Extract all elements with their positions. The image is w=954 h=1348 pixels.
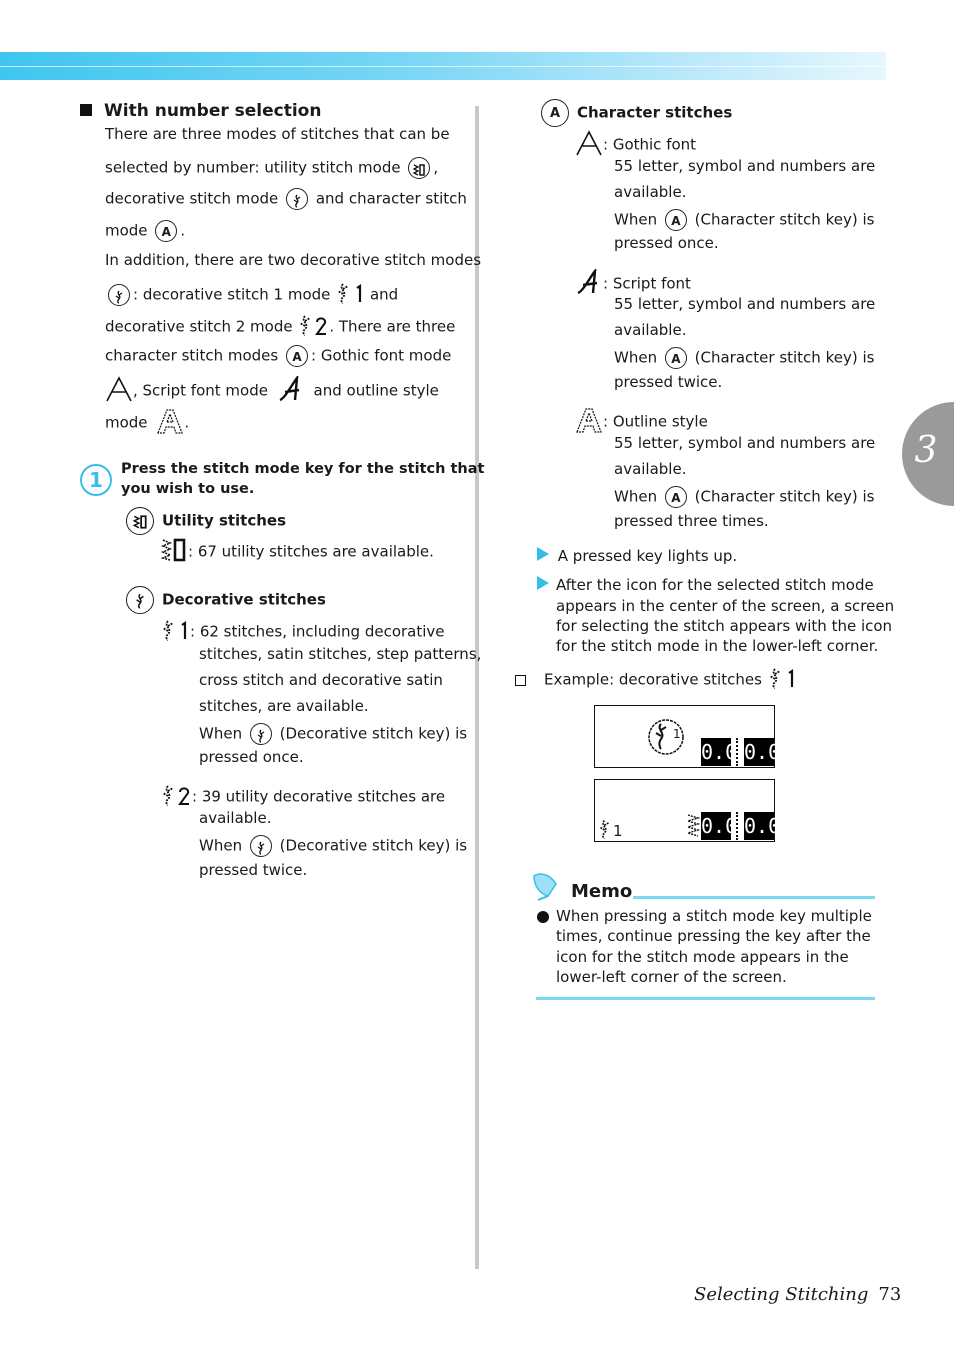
intro-line: decorative stitch mode and character stitch <box>105 188 467 210</box>
intro-line: character stitch modes A : Gothic font mode <box>105 345 451 367</box>
outline-when: When A (Character stitch key) is <box>614 486 874 508</box>
character-stitch-key-icon: A <box>665 347 687 369</box>
gothic-desc: pressed once. <box>614 234 719 252</box>
script-font-icon <box>277 376 305 406</box>
character-stitch-key-icon: A <box>541 99 569 127</box>
decorative-1-desc: cross stitch and decorative satin <box>199 671 443 689</box>
outline-style-icon <box>575 407 603 437</box>
decorative-stitch-key-icon <box>108 284 130 306</box>
step-title: Press the stitch mode key for the stitch that <box>121 461 485 477</box>
utility-stitch-key-icon <box>126 507 154 535</box>
memo-pin-icon <box>530 870 562 906</box>
lcd-width-value: 0.0 <box>701 814 738 838</box>
decorative-mode-2-icon <box>160 784 192 810</box>
lcd-screen-2 <box>594 779 781 842</box>
decorative-1-desc: stitches, are available. <box>199 697 369 715</box>
result-text: for the stitch mode in the lower-left corner. <box>556 637 879 655</box>
round-bullet-icon <box>537 911 549 923</box>
decorative-2-when: When (Decorative stitch key) is <box>199 835 467 857</box>
outline-style-name: : Outline style <box>575 407 708 437</box>
decorative-1-desc: pressed once. <box>199 748 304 766</box>
script-desc: available. <box>614 321 687 339</box>
lcd-mode-number: 1 <box>613 822 623 840</box>
step-number: 1 <box>80 464 112 496</box>
decorative-1-desc: : 62 stitches, including decorative <box>160 619 445 645</box>
decorative-mode-1-icon <box>335 282 365 308</box>
gothic-font-icon <box>105 376 133 406</box>
lcd-width-value: 0.0 <box>701 740 738 764</box>
lcd-separator <box>736 812 740 840</box>
decorative-2-desc: pressed twice. <box>199 861 308 879</box>
example-line: Example: decorative stitches <box>515 667 797 693</box>
square-bullet-icon <box>80 104 92 116</box>
lcd-length-value: 0.0 <box>744 740 781 764</box>
lcd-length-value: 0.0 <box>744 814 781 838</box>
memo-rule <box>633 896 875 899</box>
decorative-stitch-key-icon <box>286 188 308 210</box>
result-item: A pressed key lights up. <box>537 547 737 565</box>
result-text: After the icon for the selected stitch mode <box>556 576 874 594</box>
intro-line: mode A . <box>105 220 185 242</box>
memo-text: lower-left corner of the screen. <box>556 968 787 986</box>
decorative-stitch-key-icon <box>126 586 154 614</box>
gothic-desc: 55 letter, symbol and numbers are <box>614 157 876 175</box>
outline-desc: 55 letter, symbol and numbers are <box>614 434 876 452</box>
decorative-mode-1-icon <box>767 667 797 693</box>
utility-heading: Utility stitches <box>126 507 286 535</box>
character-stitch-key-icon: A <box>665 209 687 231</box>
intro-line: selected by number: utility stitch mode , <box>105 157 438 179</box>
lcd-screen-1 <box>594 705 781 768</box>
step-title: you wish to use. <box>121 481 255 497</box>
script-when: When A (Character stitch key) is <box>614 347 874 369</box>
intro-line: , Script font mode and outline style <box>105 376 439 406</box>
gothic-font-icon <box>575 130 603 160</box>
character-stitch-key-icon: A <box>665 486 687 508</box>
page-number: 73 <box>878 1284 902 1305</box>
intro-line: decorative stitch 2 mode . There are three <box>105 314 455 340</box>
result-text: appears in the center of the screen, a screen <box>556 597 895 615</box>
decorative-stitch-key-icon <box>250 723 272 745</box>
footer-section-title: Selecting Stitching <box>694 1284 869 1305</box>
outline-desc: pressed three times. <box>614 512 769 530</box>
decorative-2-desc: available. <box>199 809 272 827</box>
triangle-bullet-icon <box>537 576 549 590</box>
script-font-icon <box>575 269 603 299</box>
stitch-pattern-icon <box>686 813 700 843</box>
decorative-1-when: When (Decorative stitch key) is <box>199 723 467 745</box>
script-font-name: : Script font <box>575 269 691 299</box>
decorative-mode-1-icon <box>160 619 190 645</box>
utility-mode-icon <box>160 538 188 566</box>
result-text: for selecting the stitch appears with the icon <box>556 617 893 635</box>
decorative-stitch-key-icon <box>250 835 272 857</box>
decorative-2-desc: : 39 utility decorative stitches are <box>160 784 445 810</box>
utility-stitch-key-icon <box>408 157 430 179</box>
decorative-mode-circle-icon <box>647 718 687 762</box>
intro-line: : decorative stitch 1 mode and <box>105 282 398 308</box>
script-desc: 55 letter, symbol and numbers are <box>614 295 876 313</box>
decorative-heading: Decorative stitches <box>126 586 326 614</box>
outline-desc: available. <box>614 460 687 478</box>
character-heading: A Character stitches <box>541 99 732 127</box>
character-stitch-key-icon: A <box>155 220 177 242</box>
gothic-font-name: : Gothic font <box>575 130 696 160</box>
intro-line: In addition, there are two decorative stitch modes <box>105 251 482 269</box>
decorative-1-desc: stitches, satin stitches, step patterns, <box>199 645 482 663</box>
script-desc: pressed twice. <box>614 373 723 391</box>
intro-line: mode . <box>105 408 189 438</box>
memo-text: icon for the stitch mode appears in the <box>556 948 849 966</box>
chapter-number: 3 <box>914 430 938 471</box>
section-heading: With number selection <box>80 101 321 121</box>
gothic-when: When A (Character stitch key) is <box>614 209 874 231</box>
lcd-mode-number: 1 <box>673 727 681 741</box>
memo-title: Memo <box>571 881 633 902</box>
outline-style-icon <box>156 408 184 438</box>
memo-rule-bottom <box>536 997 875 1000</box>
memo-text: times, continue pressing the key after the <box>556 927 871 945</box>
gothic-desc: available. <box>614 183 687 201</box>
page-footer <box>694 1284 901 1305</box>
lcd-separator <box>736 738 740 766</box>
intro-line: There are three modes of stitches that can be <box>105 125 450 143</box>
memo-item <box>537 907 549 925</box>
decorative-mode-2-icon <box>297 314 329 340</box>
triangle-bullet-icon <box>537 547 549 561</box>
memo-text: When pressing a stitch mode key multiple <box>556 907 872 925</box>
header-color-bar <box>0 52 886 80</box>
utility-desc: : 67 utility stitches are available. <box>160 538 434 566</box>
hollow-square-bullet-icon <box>515 675 526 686</box>
result-item <box>537 576 549 594</box>
character-stitch-key-icon: A <box>286 345 308 367</box>
column-divider <box>475 106 479 1269</box>
